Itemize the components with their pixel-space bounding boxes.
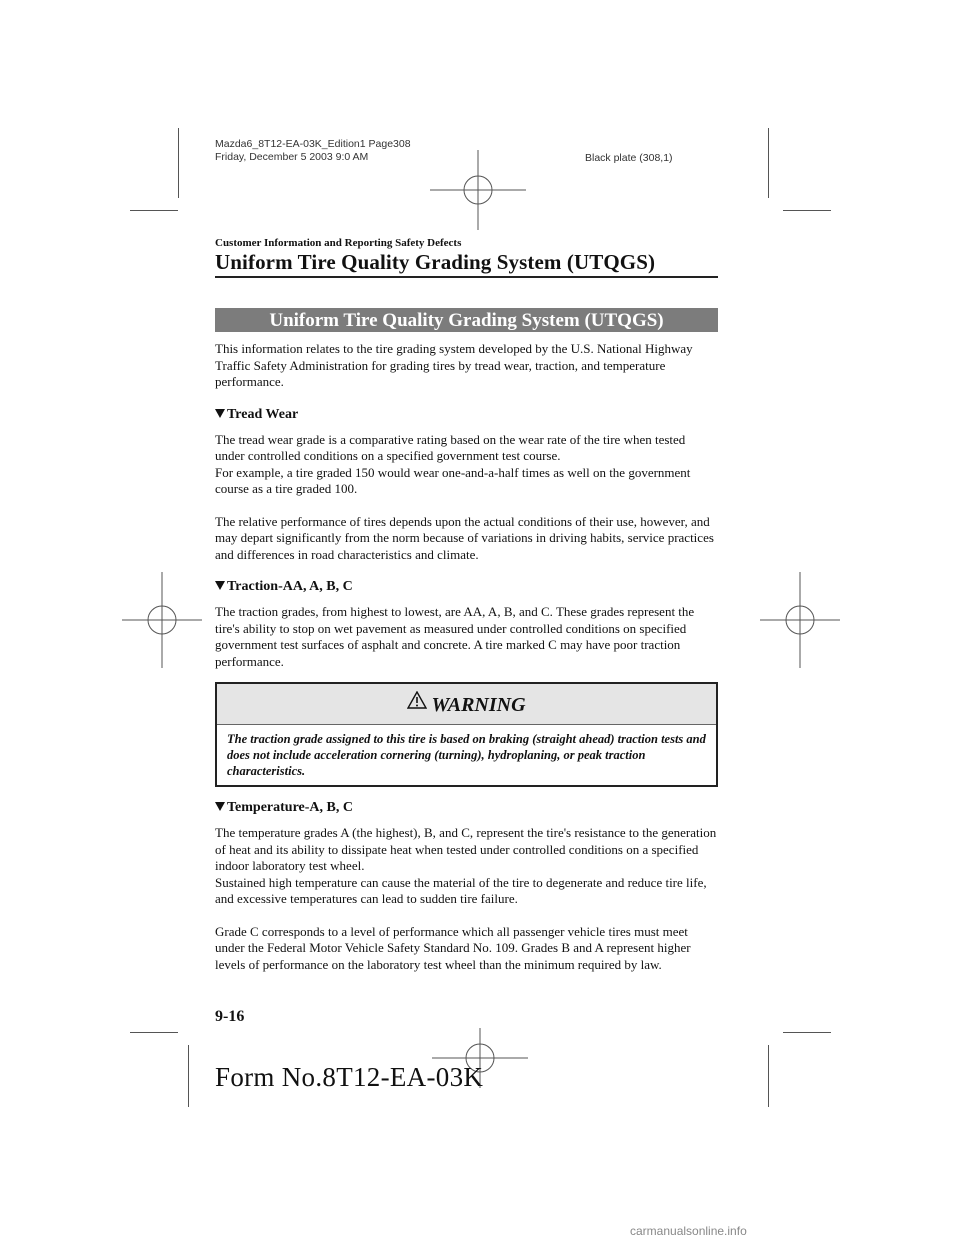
temperature-paragraph-3: Grade C corresponds to a level of performance which all passenger vehicle tires must meet under the Federal Motor Vehicle Safety Standard No. 109. Grades B and A represent higher levels of performance on the laboratory test wheel than the minimum required by law. [215, 923, 691, 972]
warning-header [217, 684, 716, 725]
traction-paragraph: The traction grades, from highest to lowest, are AA, A, B, and C. These grades represent the tire's ability to stop on wet pavement as measured under controlled conditions on specified government test surfaces of asphalt and concrete. A tire marked C may have poor traction performance. [215, 604, 695, 669]
form-number: Form No.8T12-EA-03K [215, 1062, 484, 1092]
intro-paragraph: This information relates to the tire grading system developed by the U.S. National Highway Traffic Safety Administration for grading tires by tread wear, traction, and temperature performance. [215, 341, 693, 389]
temperature-paragraph-1: The temperature grades A (the highest), B, and C, represent the tire's resistance to the generation of heat and its ability to dissipate heat when tested under controlled conditions on a specified indoor laboratory test wheel. [215, 825, 717, 873]
main-content [215, 341, 718, 973]
registration-mark-left [122, 572, 202, 668]
crop-mark [783, 210, 831, 211]
warning-box [215, 682, 718, 787]
crop-mark [768, 128, 769, 198]
page-number: 9-16 [215, 1008, 245, 1025]
crop-mark [768, 1045, 769, 1107]
warning-label: WARNING [431, 694, 526, 716]
heading-tread-wear [215, 406, 718, 424]
heading-traction [215, 578, 718, 596]
crop-mark [178, 128, 179, 198]
registration-mark-right [760, 572, 840, 668]
registration-mark-top [430, 150, 526, 230]
down-triangle-icon [215, 799, 227, 817]
running-header-subtitle: Customer Information and Reporting Safety Defects [215, 237, 462, 249]
crop-mark [130, 210, 178, 211]
tread-wear-paragraph-2: For example, a tire graded 150 would wear one-and-a-half times as well on the government course as a tire graded 100. [215, 464, 691, 496]
heading-text: Tread Wear [227, 406, 299, 422]
header-rule [215, 276, 718, 278]
down-triangle-icon [215, 578, 227, 596]
tread-wear-paragraph-1: The tread wear grade is a comparative rating based on the wear rate of the tire when tested under controlled conditions on a specified government test course. [215, 431, 686, 463]
print-meta-line2: Friday, December 5 2003 9:0 AM [215, 151, 369, 163]
heading-temperature [215, 799, 718, 817]
temperature-paragraph-2: Sustained high temperature can cause the material of the tire to degenerate and reduce tire life, and excessive temperatures can lead to sudden tire failure. [215, 874, 707, 906]
crop-mark [130, 1032, 178, 1033]
running-header-title: Uniform Tire Quality Grading System (UTQGS) [215, 250, 656, 274]
heading-text: Temperature-A, B, C [227, 800, 353, 815]
crop-mark [783, 1032, 831, 1033]
print-meta-line1: Mazda6_8T12-EA-03K_Edition1 Page308 [215, 138, 411, 150]
tread-wear-paragraph-3: The relative performance of tires depends upon the actual conditions of their use, however, and may depart significantly from the norm because of variations in driving habits, service practices and differences in road characteristics and climate. [215, 513, 714, 562]
down-triangle-icon [215, 406, 227, 424]
warning-triangle-icon [407, 682, 427, 724]
watermark-text: carmanualsonline.info [630, 1224, 747, 1238]
crop-mark [188, 1045, 189, 1107]
section-title-bar: Uniform Tire Quality Grading System (UTQGS) [215, 308, 718, 332]
print-metadata [215, 138, 411, 164]
warning-text: The traction grade assigned to this tire is based on braking (straight ahead) traction tests and does not include acceleration cornering (turning), hydroplaning, or peak traction characteristics. [227, 732, 706, 778]
black-plate-label: Black plate (308,1) [585, 152, 673, 164]
heading-text: Traction-AA, A, B, C [227, 579, 353, 594]
